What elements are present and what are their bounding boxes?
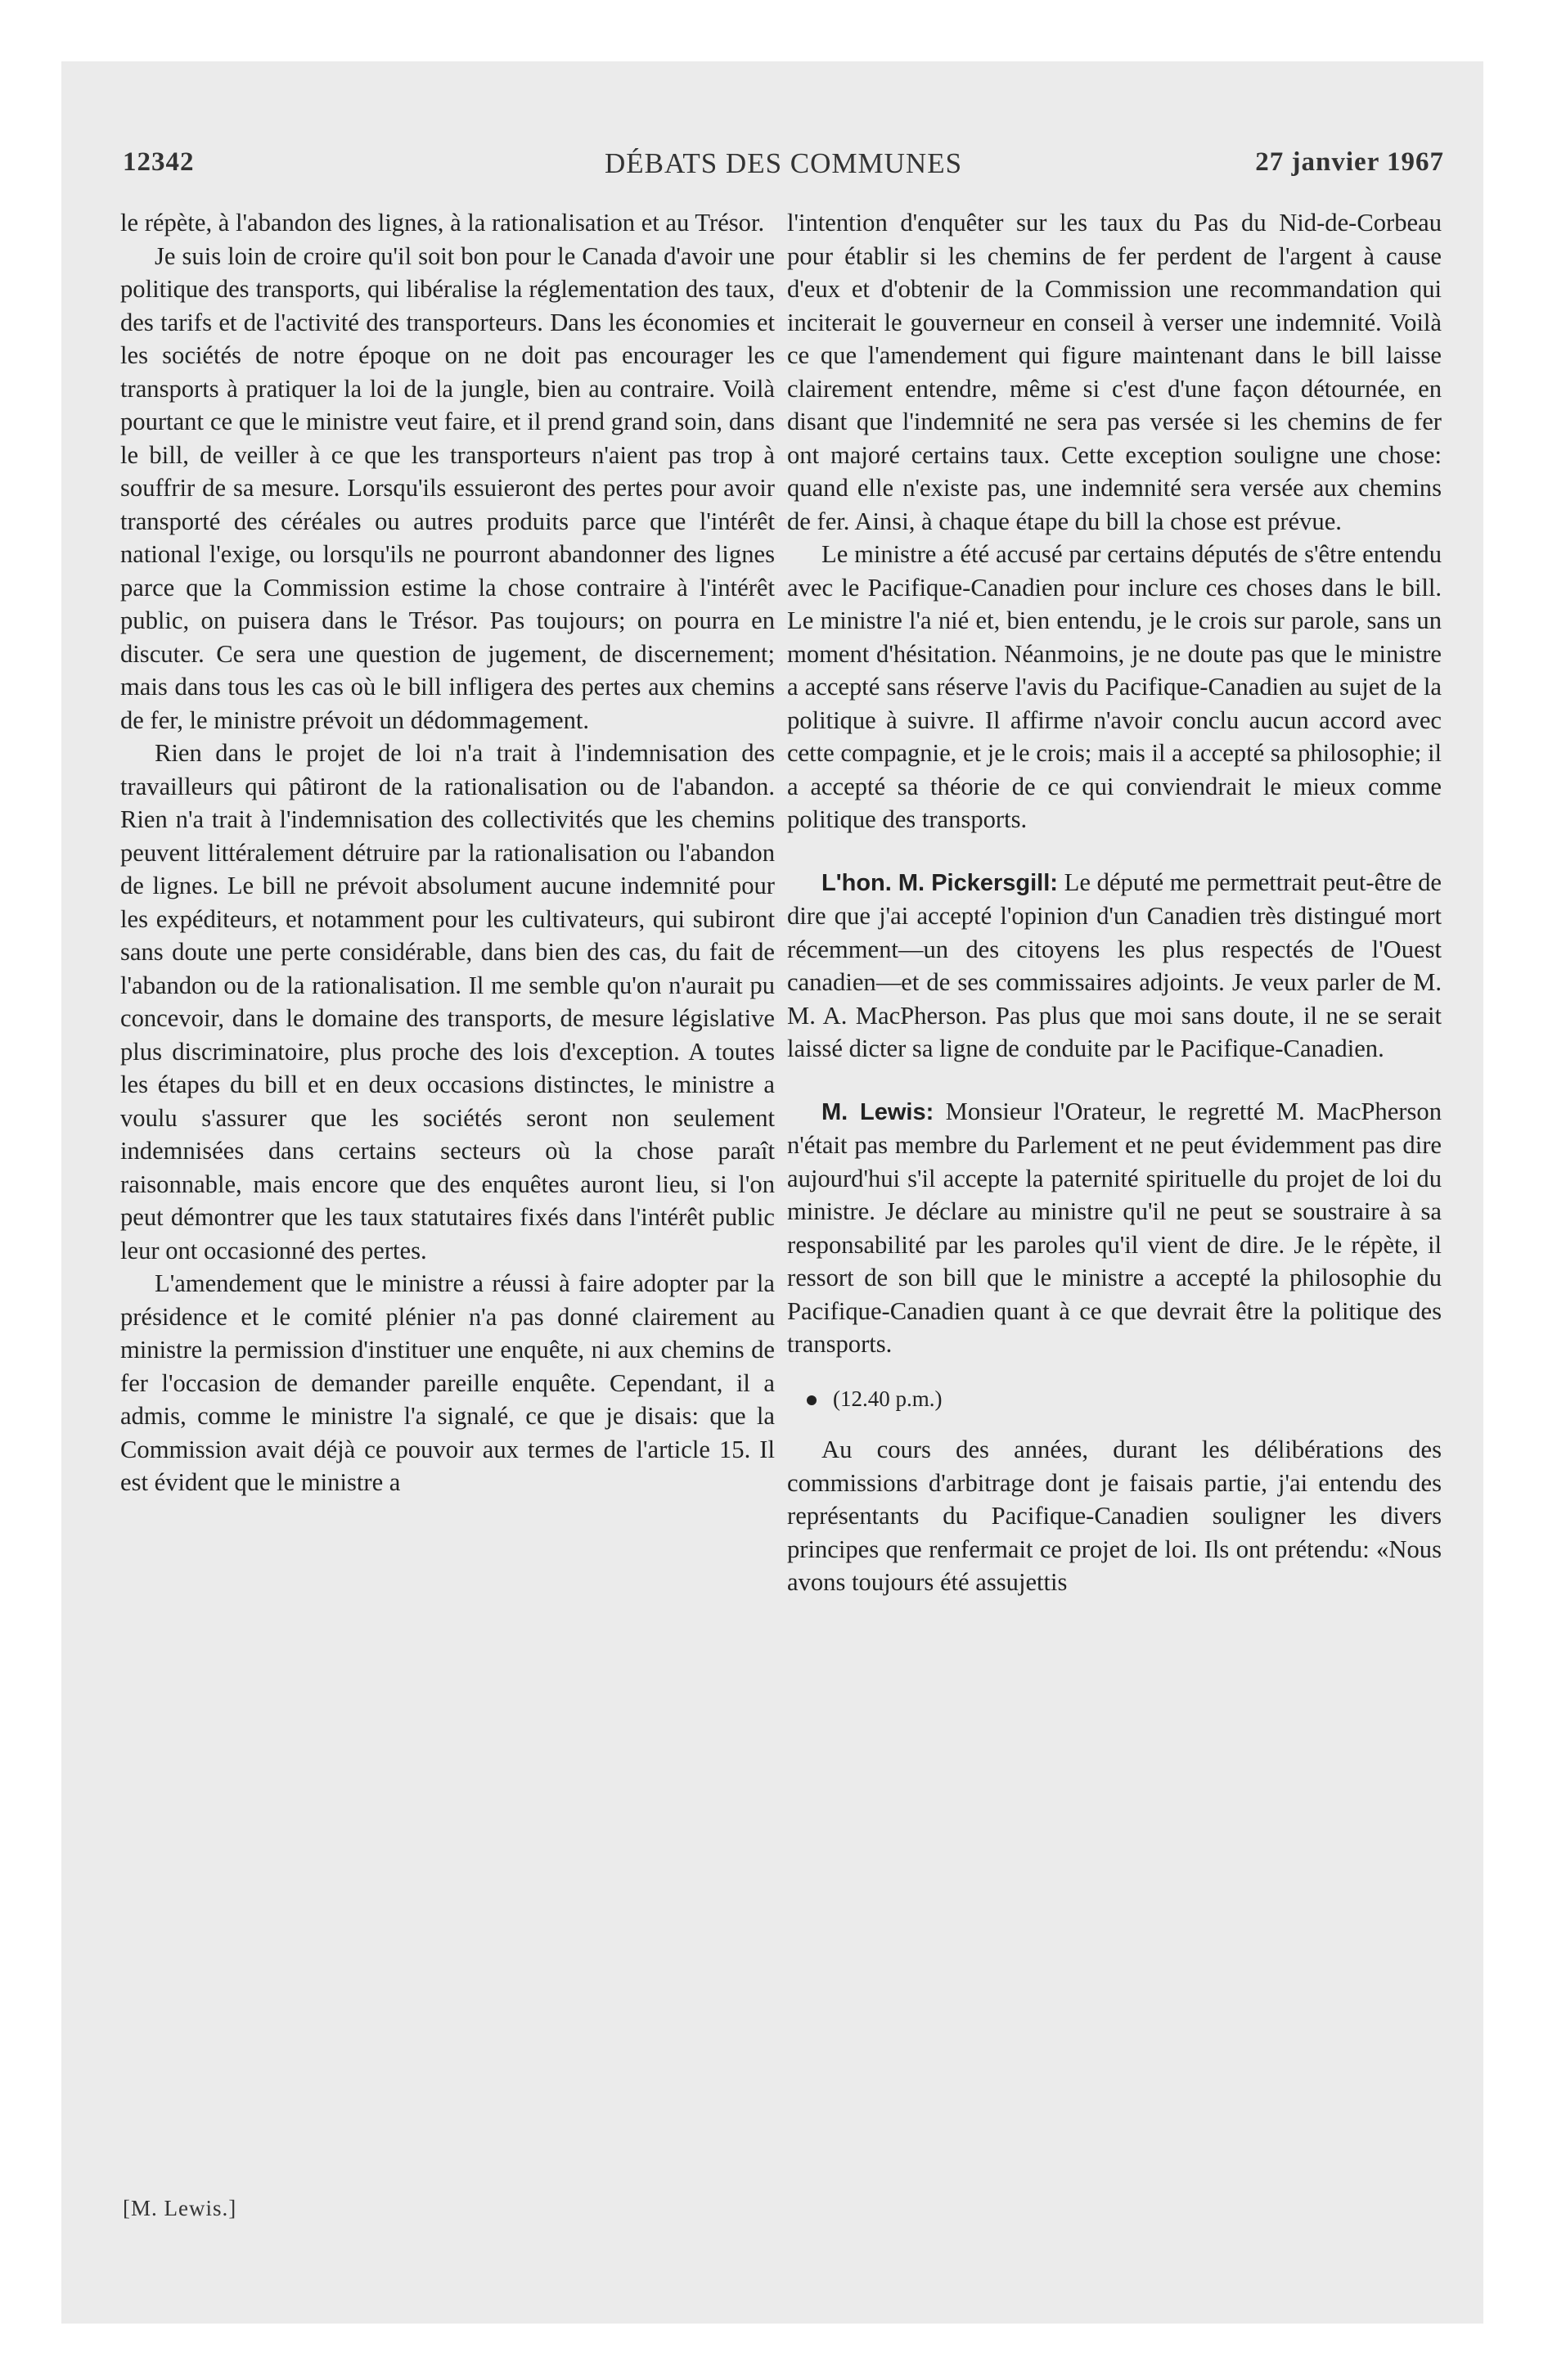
speaker-name: L'hon. M. Pickersgill: [821, 869, 1058, 896]
speaker-name: M. Lewis: [821, 1098, 934, 1125]
page-date: 27 janvier 1967 [1255, 147, 1444, 177]
page-header [123, 147, 1444, 196]
bullet-icon [807, 1395, 817, 1405]
paragraph: Au cours des années, durant les délibérations des commissions d'arbitrage dont je faisais partie, j'ai entendu des représentants du Pacifique-Canadien souligner les divers principes que renfermait ce projet de loi. Ils ont prétendu: «Nous avons toujours été assujettis [787, 1436, 1442, 1596]
speech-paragraph [787, 1095, 1442, 1361]
paragraph: l'intention d'enquêter sur les taux du Pas du Nid-de-Corbeau pour établir si les chemins de fer perdent de l'argent à cause d'eux et d'obtenir de la Commission une recommandation qui inciterait le gouverneur en conseil à verser une indemnité. Voilà ce que l'amendement qui figure maintenant dans le bill laisse clairement entendre, même si c'est d'une façon détournée, en disant que l'indemnité ne sera pas versée si les chemins de fer ont majoré certains taux. Cette exception souligne une chose: quand elle n'existe pas, une indemnité sera versée aux chemins de fer. Ainsi, à chaque étape du bill la chose est prévue. [787, 209, 1442, 535]
page-footer: [M. Lewis.] [123, 2196, 237, 2220]
time-marker [787, 1382, 1442, 1416]
time-stamp: (12.40 p.m.) [833, 1386, 943, 1411]
speech-text: Le député me permettrait peut-être de dire que j'ai accepté l'opinion d'un Canadien très distingué mort récemment—un des citoyens les plus respectés de l'Ouest canadien—et de ses commissaires adjoints. Je veux parler de M. M. A. MacPherson. Pas plus que moi sans doute, il ne se serait laissé dicter sa ligne de conduite par le Pacifique-Canadien. [787, 868, 1442, 1062]
paragraph: Le ministre a été accusé par certains députés de s'être entendu avec le Pacifique-Canadien pour inclure ces choses dans le bill. Le ministre l'a nié et, bien entendu, je le crois sur parole, sans un moment d'hésitation. Néanmoins, je ne doute pas que le ministre a accepté sans réserve l'avis du Pacifique-Canadien au sujet de la politique à suivre. Il affirme n'avoir conclu aucun accord avec cette compagnie, et je le crois; mais il a accepté sa philosophie; il a accepté sa théorie de ce qui conviendrait le mieux comme politique des transports. [787, 540, 1442, 833]
paragraph: Rien dans le projet de loi n'a trait à l'indemnisation des travailleurs qui pâtiront de la rationalisation ou de l'abandon. Rien n'a trait à l'indemnisation des collectivités que les chemins peuvent littéralement détruire par la rationalisation ou l'abandon de lignes. Le bill ne prévoit absolument aucune indemnité pour les expéditeurs, et notamment pour les cultivateurs, qui subiront sans doute une perte considérable, dans bien des cas, du fait de l'abandon ou de la rationalisation. Il me semble qu'on n'aurait pu concevoir, dans le domaine des transports, de mesure législative plus discriminatoire, plus proche des lois d'exception. A toutes les étapes du bill et en deux occasions distinctes, le ministre a voulu s'assurer que les sociétés seront non seulement indemnisées dans certains secteurs où la chose paraît raisonnable, mais encore que des enquêtes auront lieu, si l'on peut démontrer que les taux statutaires fixés dans l'intérêt public leur ont occasionné des pertes. [120, 739, 775, 1264]
right-column [787, 206, 1442, 1599]
publication-title: DÉBATS DES COMMUNES [604, 147, 963, 179]
speech-text: Monsieur l'Orateur, le regretté M. MacPherson n'était pas membre du Parlement et ne peut évidemment pas dire aujourd'hui s'il accepte la paternité spirituelle du projet de loi du ministre. Je déclare au ministre qu'il ne peut se soustraire à sa responsabilité par les paroles qu'il vient de dire. Je le répète, il ressort de son bill que le ministre a accepté la philosophie du Pacifique-Canadien quant à ce que devrait être la politique des transports. [787, 1097, 1442, 1358]
page-number: 12342 [123, 147, 195, 177]
paragraph: L'amendement que le ministre a réussi à faire adopter par la présidence et le comité plénier n'a pas donné clairement au ministre la permission d'instituer une enquête, ni aux chemins de fer l'occasion de demander pareille enquête. Cependant, il a admis, comme le ministre l'a signalé, ce que je disais: que la Commission avait déjà ce pouvoir aux termes de l'article 15. Il est évident que le ministre a [120, 1269, 775, 1496]
paragraph: le répète, à l'abandon des lignes, à la rationalisation et au Trésor. [120, 209, 765, 237]
left-column [120, 206, 775, 1499]
paragraph: Je suis loin de croire qu'il soit bon pour le Canada d'avoir une politique des transports, qui libéralise la réglementation des taux, des tarifs et de l'activité des transporteurs. Dans les économies et les sociétés de notre époque on ne doit pas encourager les transports à pratiquer la loi de la jungle, bien au contraire. Voilà pourtant ce que le ministre veut faire, et il prend grand soin, dans le bill, de veiller à ce que les transporteurs n'aient pas trop à souffrir de sa mesure. Lorsqu'ils essuieront des pertes pour avoir transporté des céréales ou autres produits parce que l'intérêt national l'exige, ou lorsqu'ils ne pourront abandonner des lignes parce que la Commission estime la chose contraire à l'intérêt public, on puisera dans le Trésor. Pas toujours; on pourra en discuter. Ce sera une question de jugement, de discernement; mais dans tous les cas où le bill infligera des pertes aux chemins de fer, le ministre prévoit un dédommagement. [120, 241, 775, 734]
speech-paragraph [787, 866, 1442, 1066]
